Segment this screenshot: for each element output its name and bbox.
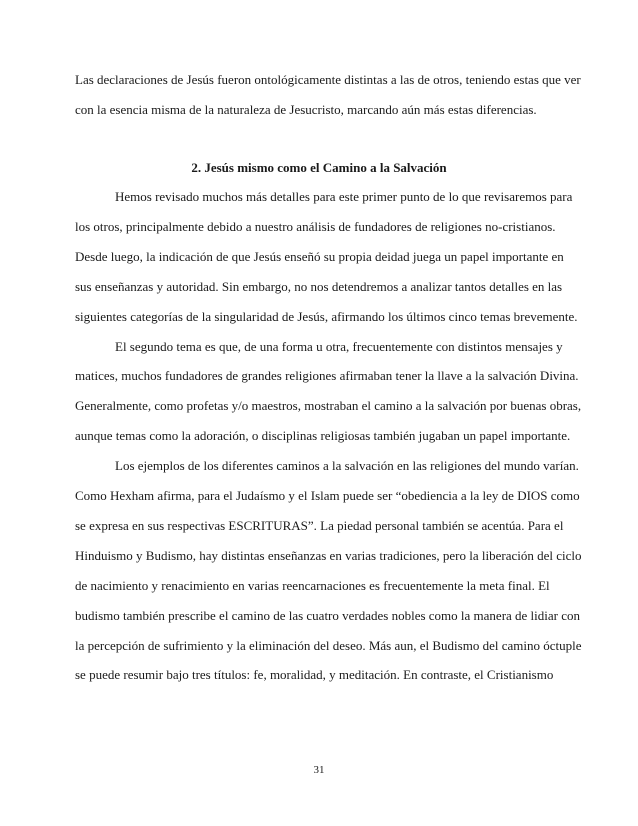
paragraph-line: sus enseñanzas y autoridad. Sin embargo, no nos detendremos a analizar tantos detalles en las: [75, 279, 563, 294]
page-number: 31: [313, 764, 325, 776]
paragraph-line: Hemos revisado muchos más detalles para este primer punto de lo que revisaremos para: [115, 189, 573, 204]
paragraph-line: Desde luego, la indicación de que Jesús enseñó su propia deidad juega un papel importante en: [75, 249, 564, 264]
paragraph-line: la percepción de sufrimiento y la eliminación del deseo. Más aun, el Budismo del camino óctuple: [75, 638, 582, 653]
paragraph-line: Como Hexham afirma, para el Judaísmo y el Islam puede ser “obediencia a la ley de DIOS como: [75, 488, 580, 503]
paragraph-line: Los ejemplos de los diferentes caminos a la salvación en las religiones del mundo varían.: [115, 458, 579, 473]
paragraph-line: aunque temas como la adoración, o disciplinas religiosas también jugaban un papel importante.: [75, 428, 571, 443]
section-heading: 2. Jesús mismo como el Camino a la Salvación: [191, 160, 447, 175]
paragraph-line: siguientes categorías de la singularidad de Jesús, afirmando los últimos cinco temas brevemente.: [75, 309, 578, 324]
paragraph-line: matices, muchos fundadores de grandes religiones afirmaban tener la llave a la salvación Divina.: [75, 368, 579, 383]
paragraph-line: Generalmente, como profetas y/o maestros, mostraban el camino a la salvación por buenas obras,: [75, 398, 582, 413]
paragraph-line: se puede resumir bajo tres títulos: fe, moralidad, y meditación. En contraste, el Cristianismo: [75, 667, 554, 682]
intro-line-2: con la esencia misma de la naturaleza de Jesucristo, marcando aún más estas diferencias.: [75, 102, 537, 117]
intro-line-1: Las declaraciones de Jesús fueron ontológicamente distintas a las de otros, teniendo estas que ver: [75, 72, 581, 87]
paragraph-line: se expresa en sus respectivas ESCRITURAS”. La piedad personal también se acentúa. Para el: [75, 518, 564, 533]
paragraph-line: El segundo tema es que, de una forma u otra, frecuentemente con distintos mensajes y: [115, 339, 563, 354]
paragraph-line: budismo también prescribe el camino de las cuatro verdades nobles como la manera de lidiar con: [75, 608, 581, 623]
paragraph-line: los otros, principalmente debido a nuestro análisis de fundadores de religiones no-cristianos.: [75, 219, 556, 234]
paragraph-line: Hinduismo y Budismo, hay distintas enseñanzas en varias tradiciones, pero la liberación del ciclo: [75, 548, 582, 563]
paragraph-line: de nacimiento y renacimiento en varias reencarnaciones es frecuentemente la meta final. El: [75, 578, 550, 593]
